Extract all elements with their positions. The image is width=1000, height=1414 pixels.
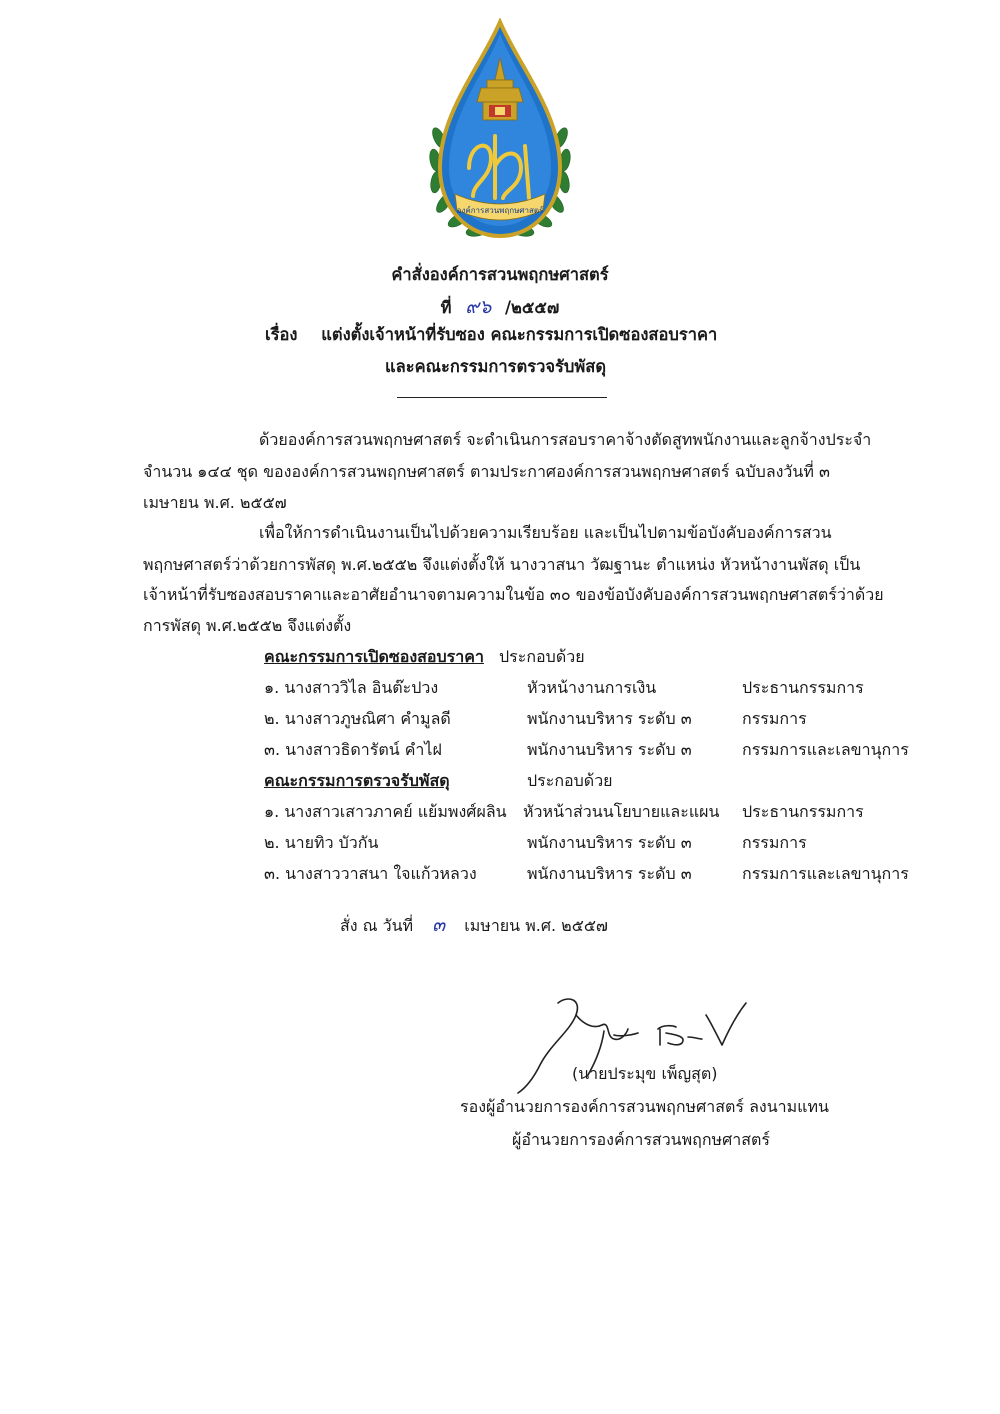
- paragraph-1-line-1: ด้วยองค์การสวนพฤกษศาสตร์ จะดำเนินการสอบราคาจ้างตัดสูทพนักงานและลูกจ้างประจำ: [259, 430, 872, 449]
- committee-1-member-row: [0, 738, 1000, 764]
- committee-2-member-row: [0, 831, 1000, 857]
- member-role: กรรมการ: [742, 833, 807, 852]
- paragraph-2-line-4: การพัสดุ พ.ศ.๒๕๕๒ จึงแต่งตั้ง: [143, 616, 352, 635]
- signatory-name: (นายประมุข เพ็ญสุต): [572, 1064, 718, 1083]
- order-number: [0, 292, 1000, 322]
- member-position: พนักงานบริหาร ระดับ ๓: [527, 709, 692, 728]
- committee-2-member-row: [0, 800, 1000, 826]
- order-date-prefix: สั่ง ณ วันที่: [340, 916, 414, 935]
- member-position: หัวหน้าส่วนนโยบายและแผน: [523, 802, 720, 821]
- paragraph-1-line-2: จำนวน ๑๔๔ ชุด ขององค์การสวนพฤกษศาสตร์ ตามประกาศองค์การสวนพฤกษศาสตร์ ฉบับลงวันที่ ๓: [143, 462, 830, 481]
- committee-1-member-row: [0, 676, 1000, 702]
- emblem-ribbon-text: องค์การสวนพฤกษศาสตร์: [456, 206, 544, 215]
- paragraph-1-line-3: เมษายน พ.ศ. ๒๕๕๗: [143, 493, 287, 512]
- committee-2-member-row: [0, 862, 1000, 888]
- paragraph-2-line-3: เจ้าหน้าที่รับซองสอบราคาและอาศัยอำนาจตามความในข้อ ๓๐ ของข้อบังคับองค์การสวนพฤกษศาสตร์ว่าด้วย: [143, 585, 884, 604]
- member-position: พนักงานบริหาร ระดับ ๓: [527, 864, 692, 883]
- member-name: ๑. นางสาวเสาวภาคย์ แย้มพงศ์ผลิน: [264, 802, 507, 821]
- committee-1-suffix: ประกอบด้วย: [499, 647, 585, 666]
- subject-line-2: และคณะกรรมการตรวจรับพัสดุ: [385, 357, 607, 376]
- order-number-value: ๙๖: [465, 296, 492, 318]
- member-role: ประธานกรรมการ: [742, 802, 864, 821]
- member-name: ๒. นางสาวภูษณิศา คำมูลดี: [264, 709, 451, 728]
- member-name: ๒. นายทิว บัวกัน: [264, 833, 379, 852]
- member-role: ประธานกรรมการ: [742, 678, 864, 697]
- subject-label: เรื่อง: [265, 325, 298, 344]
- signatory-position-1: รองผู้อำนวยการองค์การสวนพฤกษศาสตร์ ลงนามแทน: [460, 1097, 829, 1116]
- order-date: [340, 910, 608, 940]
- botanical-garden-emblem-icon: [425, 18, 575, 248]
- committee-1-member-row: [0, 707, 1000, 733]
- member-name: ๑. นางสาววิไล อินต๊ะปวง: [264, 678, 439, 697]
- paragraph-2-line-2: พฤกษศาสตร์ว่าด้วยการพัสดุ พ.ศ.๒๕๕๒ จึงแต่งตั้งให้ นางวาสนา วัฒฐานะ ตำแหน่ง หัวหน้างานพัสดุ เป็น: [143, 555, 861, 574]
- member-role: กรรมการ: [742, 709, 807, 728]
- committee-2-title: คณะกรรมการตรวจรับพัสดุ: [264, 771, 450, 790]
- member-position: พนักงานบริหาร ระดับ ๓: [527, 833, 692, 852]
- member-position: หัวหน้างานการเงิน: [527, 678, 657, 697]
- order-number-prefix: ที่: [440, 298, 452, 317]
- order-date-day: ๓: [432, 914, 446, 936]
- paragraph-2-line-1: เพื่อให้การดำเนินงานเป็นไปด้วยความเรียบร้อย และเป็นไปตามข้อบังคับองค์การสวน: [259, 523, 832, 542]
- member-role: กรรมการและเลขานุการ: [742, 864, 909, 883]
- committee-1-heading: [264, 645, 585, 670]
- signatory-position-2: ผู้อำนวยการองค์การสวนพฤกษศาสตร์: [512, 1130, 770, 1149]
- committee-2-suffix: ประกอบด้วย: [527, 771, 613, 790]
- member-name: ๓. นางสาวธิดารัตน์ คำไฝ: [264, 740, 442, 759]
- committee-2-heading: [0, 769, 1000, 795]
- member-position: พนักงานบริหาร ระดับ ๓: [527, 740, 692, 759]
- subject-line-1: แต่งตั้งเจ้าหน้าที่รับซอง คณะกรรมการเปิดซองสอบราคา: [321, 325, 718, 344]
- committee-1-title: คณะกรรมการเปิดซองสอบราคา: [264, 647, 484, 666]
- order-title: คำสั่งองค์การสวนพฤกษศาสตร์: [391, 265, 609, 284]
- member-name: ๓. นางสาววาสนา ใจแก้วหลวง: [264, 864, 477, 883]
- header-divider: [397, 397, 607, 398]
- member-role: กรรมการและเลขานุการ: [742, 740, 909, 759]
- order-subject: [265, 322, 717, 348]
- order-number-year: /๒๕๕๗: [505, 298, 560, 317]
- order-date-rest: เมษายน พ.ศ. ๒๕๕๗: [464, 916, 608, 935]
